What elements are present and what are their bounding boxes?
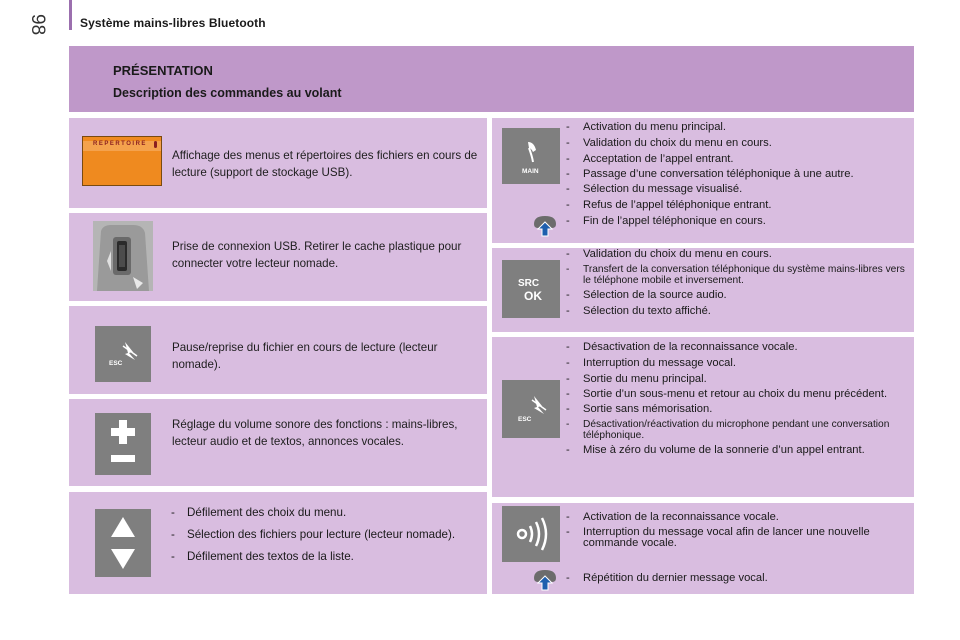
main-label: MAIN bbox=[522, 168, 539, 175]
list-item: - Sortie sans mémorisation. bbox=[564, 403, 909, 416]
list-item: - Sortie du menu principal. bbox=[564, 373, 909, 386]
esc-pause-panel bbox=[69, 306, 487, 394]
ok-label: OK bbox=[524, 289, 542, 303]
voice-long-list bbox=[564, 572, 909, 588]
esc-label: ESC bbox=[518, 416, 532, 423]
list-item: - Désactivation/réactivation du microphone pendant une conversation téléphonique. bbox=[564, 419, 909, 441]
list-item: - Validation du choix du menu en cours. bbox=[564, 137, 909, 150]
display-screen bbox=[82, 136, 162, 186]
section-title: Système mains-libres Bluetooth bbox=[80, 16, 266, 30]
display-indicator-icon bbox=[154, 141, 157, 148]
long-press-icon bbox=[532, 212, 558, 243]
banner-subtitle: Description des commandes au volant bbox=[113, 86, 342, 100]
voice-icon bbox=[518, 530, 526, 538]
list-item: - Désactivation de la reconnaissance vocale. bbox=[564, 341, 909, 354]
display-description: Affichage des menus et répertoires des fichiers en cours de lecture (support de stockage USB). bbox=[172, 149, 478, 179]
list-item: - Acceptation de l’appel entrant. bbox=[564, 153, 909, 166]
list-item: - Fin de l’appel téléphonique en cours. bbox=[564, 215, 909, 228]
main-button-icon bbox=[502, 128, 560, 184]
volume-panel bbox=[69, 399, 487, 486]
esc-voice-button-icon bbox=[502, 380, 560, 438]
list-item: - Sélection des fichiers pour lecture (lecteur nomade). bbox=[169, 527, 469, 543]
list-item: - Activation du menu principal. bbox=[564, 121, 909, 134]
list-item: - Répétition du dernier message vocal. bbox=[564, 572, 909, 585]
list-item: - Interruption du message vocal afin de lancer une nouvelle commande vocale. bbox=[564, 527, 909, 549]
display-panel bbox=[69, 118, 487, 208]
src-label: SRC bbox=[518, 278, 540, 289]
usb-panel bbox=[69, 213, 487, 301]
banner-title: PRÉSENTATION bbox=[113, 63, 213, 78]
srcok-list bbox=[564, 248, 909, 321]
voice-list bbox=[564, 511, 909, 552]
voice-button-icon bbox=[502, 506, 560, 562]
arrow-down-icon bbox=[111, 549, 135, 569]
esc-list bbox=[564, 341, 909, 459]
page-number: 98 bbox=[27, 14, 48, 36]
scroll-buttons-icon bbox=[95, 509, 151, 577]
list-item: - Sortie d’un sous-menu et retour au choix du menu précédent. bbox=[564, 389, 909, 400]
esc-button-icon bbox=[95, 326, 151, 382]
voice-panel bbox=[492, 503, 914, 594]
list-item: - Passage d’une conversation téléphonique à une autre. bbox=[564, 169, 909, 180]
volume-buttons-icon bbox=[95, 413, 151, 475]
list-item: - Refus de l’appel téléphonique entrant. bbox=[564, 199, 909, 212]
minus-icon bbox=[111, 455, 135, 462]
list-item: - Défilement des textos de la liste. bbox=[169, 549, 469, 565]
display-label: REPERTOIRE bbox=[93, 141, 147, 147]
list-item: - Sélection du message visualisé. bbox=[564, 183, 909, 196]
list-item: - Défilement des choix du menu. bbox=[169, 505, 469, 521]
usb-port-photo bbox=[93, 221, 153, 291]
arrow-up-icon bbox=[111, 517, 135, 537]
main-panel bbox=[492, 118, 914, 243]
list-item: - Interruption du message vocal. bbox=[564, 357, 909, 370]
usb-port-icon bbox=[93, 221, 153, 291]
srcok-panel bbox=[492, 248, 914, 332]
esc-pause-description: Pause/reprise du fichier en cours de lecture (lecteur nomade). bbox=[172, 341, 438, 371]
scroll-panel bbox=[69, 492, 487, 594]
list-item: - Mise à zéro du volume de la sonnerie d’un appel entrant. bbox=[564, 444, 909, 456]
srcok-button-icon bbox=[502, 260, 560, 318]
main-list bbox=[564, 121, 909, 231]
usb-description: Prise de connexion USB. Retirer le cache plastique pour connecter votre lecteur nomade. bbox=[172, 240, 462, 270]
header-accent-line bbox=[69, 0, 72, 30]
presentation-banner bbox=[69, 46, 914, 112]
list-item: - Validation du choix du menu en cours. bbox=[564, 248, 909, 261]
volume-description: Réglage du volume sonore des fonctions : mains-libres, lecteur audio et de textos, annonces vocales. bbox=[172, 418, 458, 448]
list-item: - Activation de la reconnaissance vocale. bbox=[564, 511, 909, 524]
scroll-list bbox=[169, 505, 469, 571]
esc-label: ESC bbox=[109, 360, 123, 367]
list-item: - Sélection du texto affiché. bbox=[564, 305, 909, 318]
long-press-icon bbox=[532, 566, 558, 597]
list-item: - Sélection de la source audio. bbox=[564, 289, 909, 302]
list-item: - Transfert de la conversation téléphonique du système mains-libres vers le téléphone mobile et inversement. bbox=[564, 264, 909, 286]
esc-panel bbox=[492, 337, 914, 497]
